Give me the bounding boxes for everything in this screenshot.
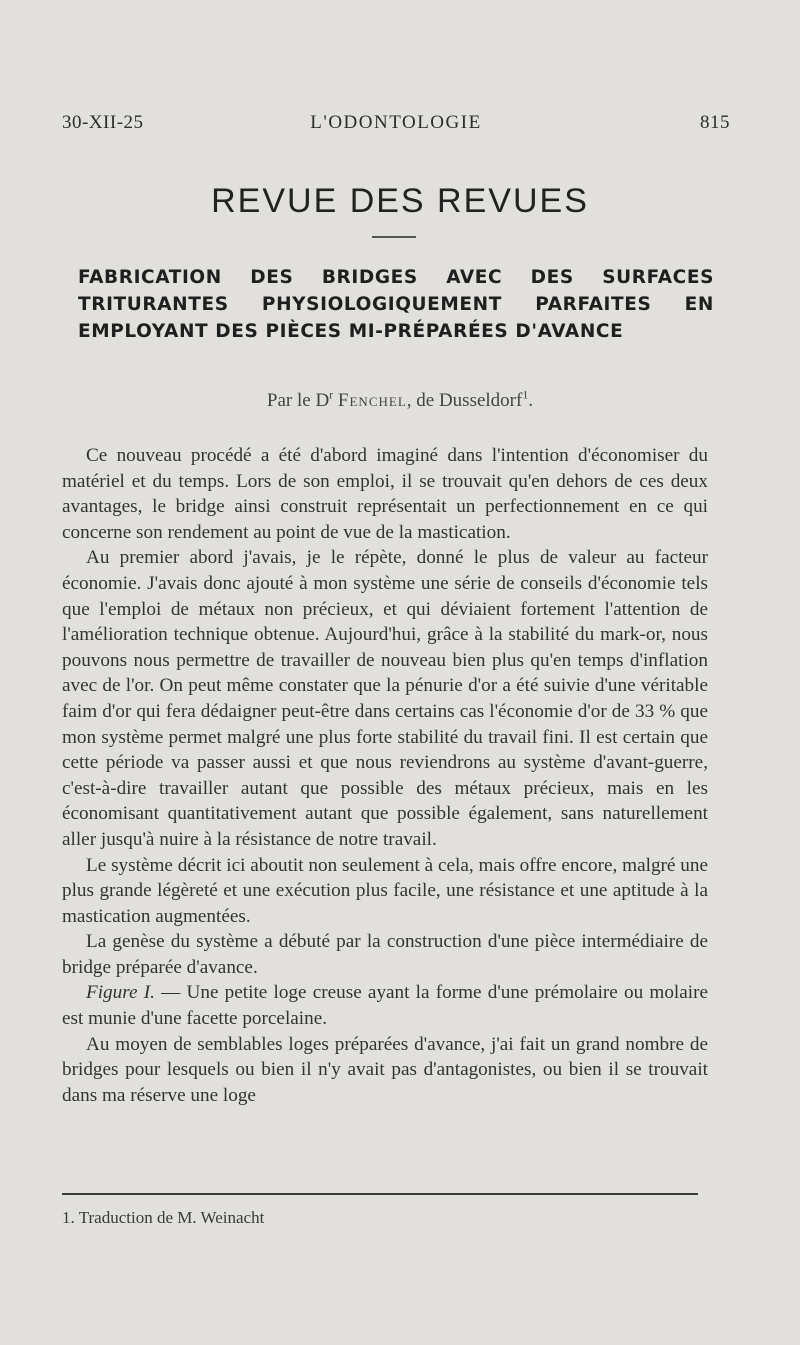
footnote-reference[interactable]: 1 <box>522 387 529 402</box>
footnote-divider <box>62 1193 698 1195</box>
footnote-text: Traduction de M. Weinacht <box>78 1208 265 1227</box>
footnote-mark: 1. <box>62 1208 75 1227</box>
paragraph: Le système décrit ici aboutit non seulement à cela, mais offre encore, malgré une plus grande légèreté et une exécution plus facile, une résistance et une aptitude à la mastication augmentées. <box>62 854 708 927</box>
paragraph: Au premier abord j'avais, je le répète, donné le plus de valeur au facteur économie. J'avais donc ajouté à mon système une série de conseils d'économie tels que l'emploi de métaux non précieux, et qui déviaient fortement l'attention de l'amélioration technique obtenue. Aujourd'hui, grâce à la stabilité du mark-or, nous pouvons nous permettre de travailler de nouveau bien plus qu'en temps d'inflation avec de l'or. On peut même constater que la pénurie d'or a été suivie d'une véritable faim d'or qui fera dédaigner peut-être dans certains cas l'économie d'or de 33 % que mon système permet malgré une plus forte stabilité du travail fini. Il est certain que cette période va passer aussi et que nous reviendrons au système d'avant-guerre, c'est-à-dire travailler autant que possible des métaux précieux, mais en les économisant quantitativement autant que possible également, sans naturellement aller jusqu'à nuire à la résistance de notre travail. <box>62 547 708 850</box>
paragraph: Au moyen de semblables loges préparées d'avance, j'ai fait un grand nombre de bridges pour lesquels ou bien il n'y avait pas d'antagonistes, ou bien il se trouvait dans ma réserve une loge <box>62 1033 708 1106</box>
issue-date: 30-XII-25 <box>62 112 144 133</box>
paragraph: Ce nouveau procédé a été d'abord imaginé dans l'intention d'économiser du matériel et du temps. Lors de son emploi, il se trouvait qu'en dehors de ces deux avantages, le bridge ainsi construit représentait un perfectionnement en ce qui concerne son rendement au point de vue de la mastication. <box>62 445 708 543</box>
footnote <box>62 1208 702 1228</box>
article-body <box>62 443 708 1108</box>
byline-suffix: , de Dusseldorf <box>406 390 523 411</box>
byline-sup: r <box>329 387 334 402</box>
figure-paragraph <box>62 980 708 1031</box>
figure-description: — Une petite loge creuse ayant la forme d'une prémolaire ou molaire est munie d'une facette porcelaine. <box>62 982 708 1030</box>
author-name: Fenchel <box>337 390 407 411</box>
byline-prefix: Par le D <box>266 390 330 411</box>
byline <box>0 387 800 412</box>
figure-label: Figure I. <box>86 982 155 1004</box>
title-divider <box>372 236 416 238</box>
page-number: 815 <box>700 112 730 133</box>
running-head <box>62 112 730 142</box>
byline-end: . <box>528 390 534 411</box>
section-title: REVUE DES REVUES <box>211 182 589 220</box>
article-title: FABRICATION DES BRIDGES AVEC DES SURFACES TRITURANTES PHYSIOLOGIQUEMENT PARFAITES EN EMPLOYANT DES PIÈCES MI-PRÉPARÉES D'AVANCE <box>78 267 714 342</box>
journal-name: L'ODONTOLOGIE <box>310 112 482 133</box>
paragraph: La genèse du système a débuté par la construction d'une pièce intermédiaire de bridge préparée d'avance. <box>62 931 708 978</box>
